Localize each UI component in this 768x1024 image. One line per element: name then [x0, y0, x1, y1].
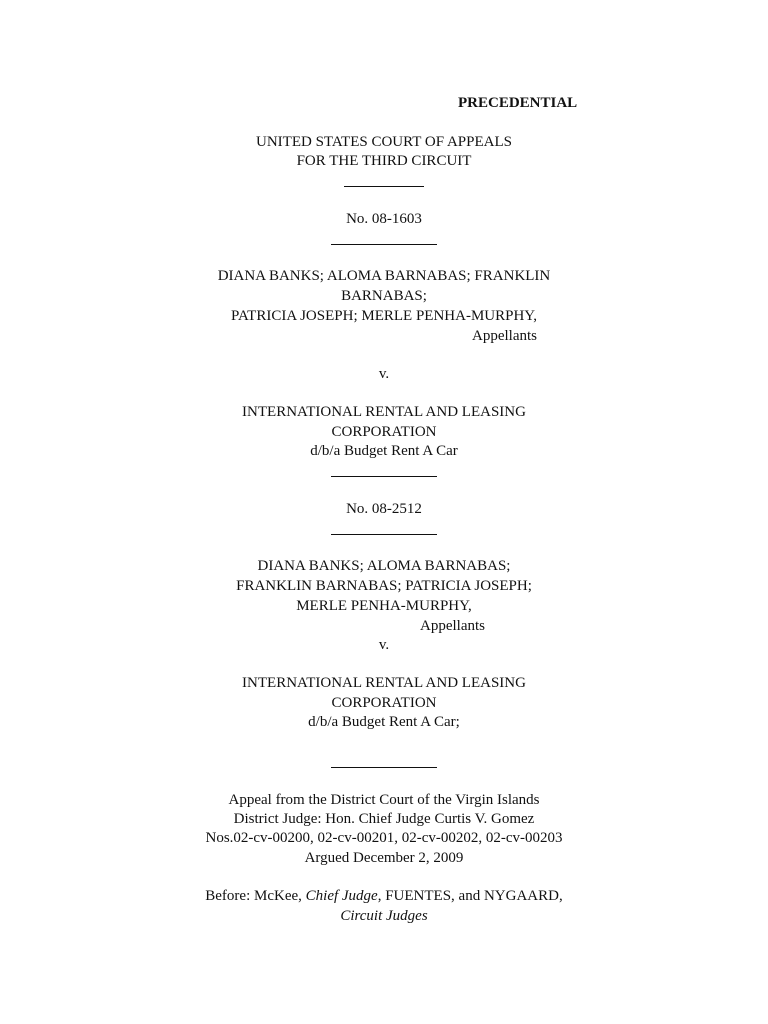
panel-before: Before: McKee, — [205, 888, 306, 904]
appeal-origin: Appeal from the District Court of the Virgin Islands — [228, 792, 540, 808]
district-case-numbers: Nos.02-cv-00200, 02-cv-00201, 02-cv-00202, 02-cv-00203 — [205, 830, 563, 846]
case2-appellants-line3: MERLE PENHA-MURPHY, — [296, 598, 472, 614]
case2-appellants-label: Appellants — [420, 618, 485, 634]
case2-appellants-line1: DIANA BANKS; ALOMA BARNABAS; — [257, 558, 511, 574]
case1-appellants-line2: BARNABAS; — [341, 288, 427, 304]
court-name-line1: UNITED STATES COURT OF APPEALS — [256, 134, 512, 150]
case1-appellee-line3: d/b/a Budget Rent A Car — [310, 443, 458, 459]
separator-rule — [331, 534, 437, 535]
case1-appellants-line3: PATRICIA JOSEPH; MERLE PENHA-MURPHY, — [231, 308, 537, 324]
panel-chief-judge: Chief Judge — [305, 888, 378, 904]
panel-circuit-judges-line — [0, 907, 768, 926]
case2-number: No. 08-2512 — [346, 501, 422, 517]
case1-appellants-line1: DIANA BANKS; ALOMA BARNABAS; FRANKLIN — [217, 268, 551, 284]
district-judge: District Judge: Hon. Chief Judge Curtis V. Gomez — [233, 811, 535, 827]
panel-circuit-judges: Circuit Judges — [340, 908, 428, 924]
separator-rule — [331, 767, 437, 768]
case2-versus: v. — [378, 637, 390, 653]
separator-rule — [344, 186, 424, 187]
case1-number: No. 08-1603 — [346, 211, 422, 227]
separator-rule — [331, 244, 437, 245]
panel-judges: , FUENTES, and NYGAARD, — [377, 888, 563, 904]
case1-appellee-line1: INTERNATIONAL RENTAL AND LEASING — [242, 404, 526, 420]
case2-appellants-line2: FRANKLIN BARNABAS; PATRICIA JOSEPH; — [236, 578, 532, 594]
argued-date: Argued December 2, 2009 — [304, 850, 464, 866]
case2-appellee-line3: d/b/a Budget Rent A Car; — [308, 714, 460, 730]
court-name-line2: FOR THE THIRD CIRCUIT — [296, 153, 472, 169]
separator-rule — [331, 476, 437, 477]
case2-appellee-line1: INTERNATIONAL RENTAL AND LEASING — [242, 675, 526, 691]
panel-line — [0, 887, 768, 906]
case1-appellee-line2: CORPORATION — [331, 424, 437, 440]
case2-appellee-line2: CORPORATION — [331, 695, 437, 711]
case1-appellants-label: Appellants — [472, 328, 537, 344]
case1-versus: v. — [378, 366, 390, 382]
precedential-label: PRECEDENTIAL — [458, 95, 578, 111]
